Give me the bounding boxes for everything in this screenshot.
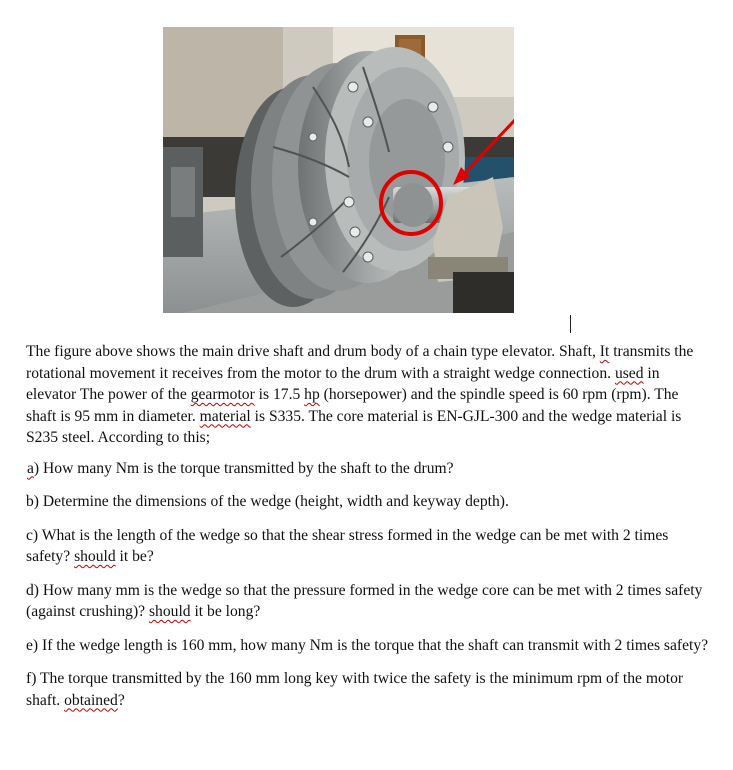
elevator-drum-photo bbox=[163, 27, 514, 313]
question-b bbox=[26, 491, 710, 513]
question-text: b) Determine the dimensions of the wedge (height, width and keyway depth). bbox=[26, 493, 509, 510]
intro-text: is S335. The core material is EN-GJL-300 and the wedge material is S235 steel. According to this; bbox=[26, 407, 682, 446]
question-text: it be? bbox=[115, 548, 154, 565]
spellcheck-word[interactable]: It bbox=[599, 343, 610, 360]
question-text: f) The torque transmitted by the 160 mm long key with twice the safety is the minimum rpm of the motor shaft. bbox=[26, 670, 684, 709]
spellcheck-word[interactable]: gearmotor bbox=[190, 386, 255, 403]
question-c bbox=[26, 525, 710, 568]
text-cursor bbox=[570, 315, 571, 333]
question-text: c) What is the length of the wedge so that the shear stress formed in the wedge can be met with 2 times safety? bbox=[26, 526, 669, 565]
spellcheck-word[interactable]: a bbox=[27, 459, 34, 477]
spellcheck-word[interactable]: hp bbox=[304, 386, 320, 403]
question-text: it be long? bbox=[190, 603, 261, 620]
question-text: e) If the wedge length is 160 mm, how many Nm is the torque that the shaft can transmit with 2 times safety? bbox=[26, 636, 709, 654]
question-text: ? bbox=[117, 691, 125, 709]
question-a bbox=[27, 458, 710, 480]
question-text: ) How many Nm is the torque transmitted by the shaft to the drum? bbox=[33, 459, 454, 477]
intro-text: is 17.5 bbox=[254, 386, 305, 403]
intro-text: (horsepower) and the spindle speed is 60 rpm (rpm). The shaft is 95 mm in diameter. bbox=[26, 386, 679, 425]
spellcheck-word[interactable]: material bbox=[199, 407, 251, 425]
spellcheck-word[interactable]: used bbox=[614, 364, 644, 382]
intro-text: transmits the rotational movement it receives from the motor to the drum with a straight wedge connection. bbox=[26, 343, 694, 382]
spellcheck-word[interactable]: obtained bbox=[64, 691, 118, 709]
intro-paragraph bbox=[26, 341, 710, 449]
spellcheck-word[interactable]: should bbox=[148, 603, 191, 620]
spellcheck-word[interactable]: should bbox=[74, 548, 116, 565]
question-d bbox=[26, 580, 710, 623]
question-e bbox=[26, 635, 710, 657]
question-text: d) How many mm is the wedge so that the pressure formed in the wedge core can be met with 2 times safety (against crushing)? bbox=[26, 581, 703, 620]
intro-text: in elevator The power of the bbox=[26, 364, 660, 403]
problem-text bbox=[26, 341, 710, 723]
question-f bbox=[26, 668, 710, 711]
intro-text: The figure above shows the main drive shaft and drum body of a chain type elevator. Shaft, bbox=[26, 343, 600, 360]
